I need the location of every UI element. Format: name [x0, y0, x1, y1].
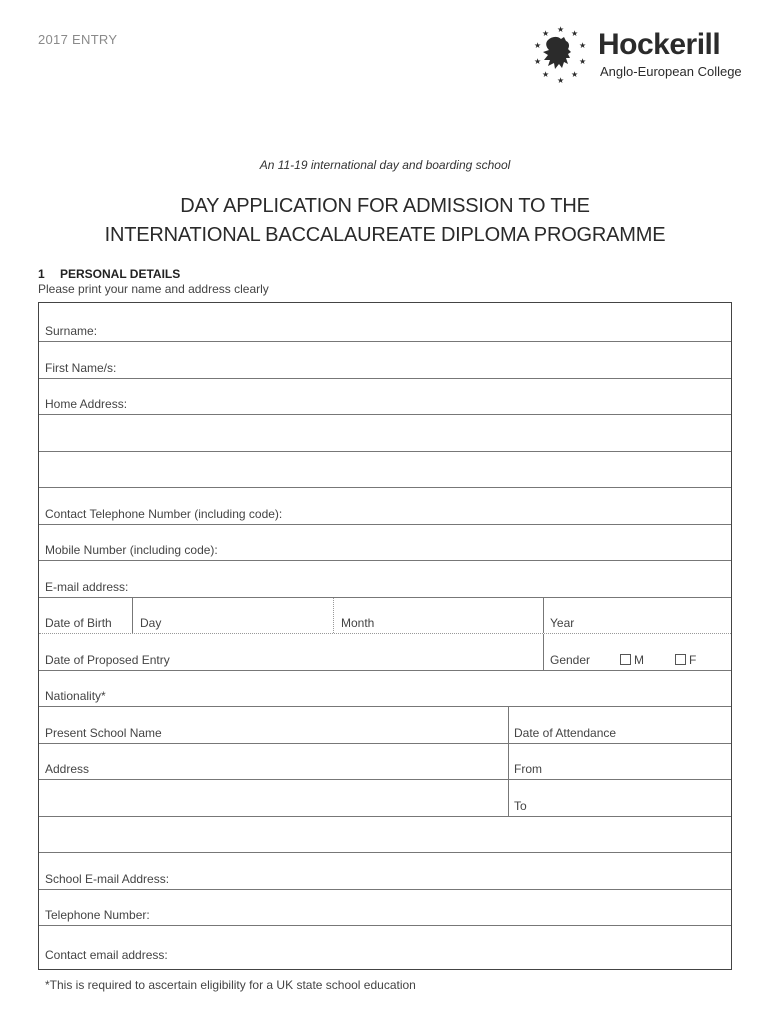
svg-text:★: ★ — [557, 25, 565, 34]
to-field[interactable]: To — [514, 798, 527, 813]
svg-text:★: ★ — [534, 41, 542, 50]
section-number: 1 — [38, 267, 45, 281]
title-line-2: INTERNATIONAL BACCALAUREATE DIPLOMA PROGRAMME — [104, 224, 666, 246]
surname-label: Surname: — [45, 324, 98, 338]
home-address-field[interactable] — [39, 379, 731, 416]
contact-phone-label: Contact Telephone Number (including code): — [45, 506, 283, 521]
personal-details-form — [38, 302, 732, 970]
from-field[interactable]: From — [514, 762, 542, 776]
email-label: E-mail address: — [45, 579, 129, 594]
svg-text:★: ★ — [534, 57, 542, 66]
school-address-field[interactable]: Address — [45, 762, 90, 776]
section-title: PERSONAL DETAILS — [60, 267, 181, 281]
section-instruction: Please print your name and address clearly — [38, 282, 269, 296]
logo-subtitle: Anglo-European College — [600, 64, 742, 79]
contact-email-field[interactable] — [39, 926, 731, 968]
divider — [543, 598, 544, 634]
logo-name: Hockerill — [598, 28, 721, 61]
email-field[interactable] — [39, 561, 731, 598]
school-email-label: School E-mail Address: — [45, 871, 170, 886]
gender-label: Gender — [550, 652, 591, 667]
month-field[interactable]: Month — [341, 616, 375, 630]
svg-text:★: ★ — [542, 70, 550, 79]
telephone-label: Telephone Number: — [45, 908, 150, 922]
present-school-field[interactable]: Present School Name — [45, 725, 162, 740]
tagline: An 11-19 international day and boarding school — [259, 158, 511, 172]
divider — [132, 598, 133, 634]
nationality-field[interactable] — [39, 671, 731, 708]
year-field[interactable]: Year — [550, 616, 575, 630]
date-of-birth-row — [39, 598, 731, 635]
entry-year: 2017 ENTRY — [38, 32, 118, 47]
divider — [543, 634, 544, 670]
divider — [508, 707, 509, 743]
svg-text:★: ★ — [557, 76, 565, 85]
gender-f-checkbox[interactable] — [675, 654, 686, 665]
school-email-field[interactable] — [39, 853, 731, 890]
mobile-label: Mobile Number (including code): — [45, 543, 218, 557]
title-line-1: DAY APPLICATION FOR ADMISSION TO THE — [180, 195, 590, 217]
gender-f-label: F — [689, 652, 697, 667]
mobile-field[interactable] — [39, 525, 731, 562]
svg-text:★: ★ — [571, 29, 579, 38]
contact-email-label: Contact email address: — [45, 948, 168, 962]
first-names-field[interactable] — [39, 342, 731, 379]
home-address-line-2[interactable] — [39, 415, 731, 452]
first-names-label: First Name/s: — [45, 360, 117, 375]
svg-text:★: ★ — [571, 70, 579, 79]
nationality-label: Nationality* — [45, 689, 106, 703]
svg-text:★: ★ — [579, 57, 587, 66]
home-address-line-3[interactable] — [39, 452, 731, 489]
day-field[interactable]: Day — [140, 616, 162, 630]
proposed-entry-field[interactable]: Date of Proposed Entry — [45, 652, 170, 667]
gender-m-checkbox[interactable] — [620, 654, 631, 665]
lion-rampant-with-stars-icon — [524, 22, 596, 86]
divider — [508, 744, 509, 780]
divider — [508, 780, 509, 816]
divider — [333, 598, 334, 634]
gender-m-label: M — [634, 652, 644, 667]
section-heading — [38, 267, 180, 281]
svg-text:★: ★ — [579, 41, 587, 50]
svg-text:★: ★ — [542, 29, 550, 38]
contact-phone-field[interactable] — [39, 488, 731, 525]
telephone-field[interactable] — [39, 890, 731, 927]
footnote: *This is required to ascertain eligibility for a UK state school education — [45, 978, 416, 992]
school-address-row — [39, 744, 731, 781]
school-address-line-2 — [39, 780, 731, 817]
proposed-entry-row — [39, 634, 731, 671]
home-address-label: Home Address: — [45, 397, 128, 411]
page-title — [0, 192, 770, 250]
surname-field[interactable] — [39, 303, 731, 342]
date-of-attendance-label: Date of Attendance — [514, 725, 617, 740]
present-school-row — [39, 707, 731, 744]
school-address-line-3[interactable] — [39, 817, 731, 854]
dob-label: Date of Birth — [45, 616, 112, 630]
school-logo — [524, 22, 754, 86]
